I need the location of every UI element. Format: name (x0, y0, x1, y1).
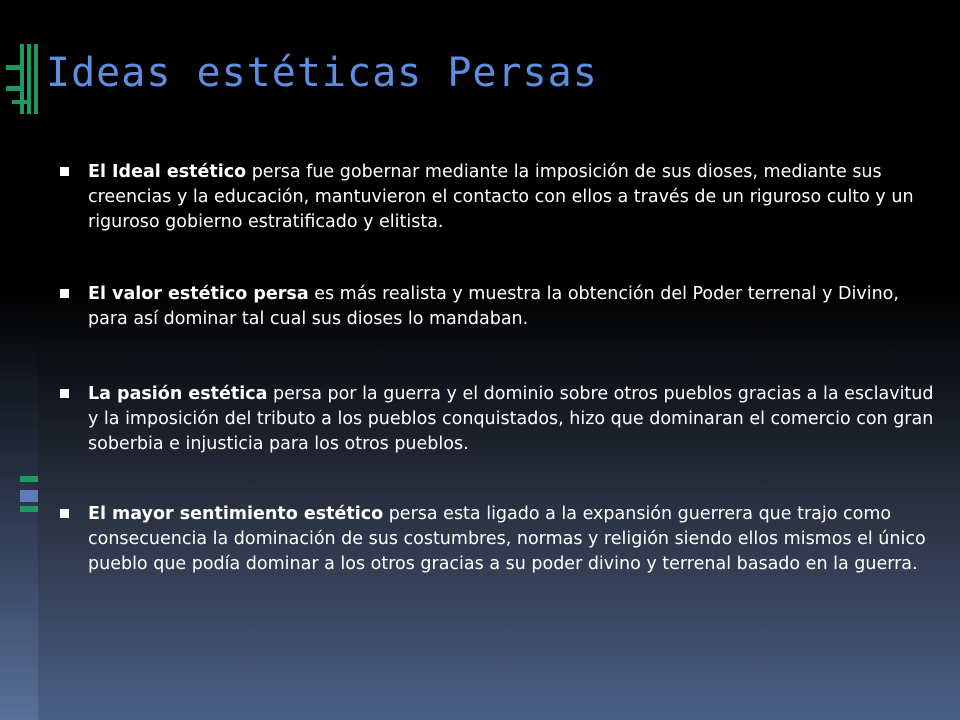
bullet-lead: La pasión estética (88, 384, 268, 404)
stripe (20, 490, 38, 502)
stripe (6, 65, 24, 70)
bullet-list (60, 160, 940, 624)
bullet-valor-estetico (60, 282, 940, 332)
stripe (20, 476, 38, 482)
bullet-text: es más realista y muestra la obtención del Poder terrenal y Divino, para así dominar tal cual sus dioses lo mandaban. (88, 284, 899, 329)
bullet-lead: El Ideal estético (88, 162, 247, 182)
left-decorative-bar (0, 0, 38, 720)
bullet-ideal-estetico (60, 160, 940, 235)
stripe (12, 100, 30, 104)
bullet-lead: El mayor sentimiento estético (88, 504, 384, 524)
bullet-text: persa esta ligado a la expansión guerrera que trajo como consecuencia la dominación de sus costumbres, normas y religión siendo ellos mismos el único pueblo que podía dominar a los otros gracias a su poder divino y terrenal basado en la guerra. (88, 504, 926, 574)
stripe (34, 44, 38, 114)
bullet-pasion-estetica (60, 382, 940, 457)
bullet-sentimiento-estetico (60, 502, 940, 577)
bullet-square-icon (60, 167, 69, 176)
bullet-lead: El valor estético persa (88, 284, 309, 304)
bullet-square-icon (60, 389, 69, 398)
bullet-square-icon (60, 289, 69, 298)
bullet-square-icon (60, 509, 69, 518)
bullet-text: persa por la guerra y el dominio sobre otros pueblos gracias a la esclavitud y la imposición del tributo a los pueblos conquistados, hizo que dominaran el comercio con gran soberbia e injusticia para los otros pueblos. (88, 384, 934, 454)
stripe (6, 86, 24, 91)
bullet-text: persa fue gobernar mediante la imposición de sus dioses, mediante sus creencias y la educación, mantuvieron el contacto con ellos a través de un riguroso culto y un riguroso gobierno estratificado y elitista. (88, 162, 914, 232)
stripe (20, 506, 38, 512)
slide-title: Ideas estéticas Persas (46, 50, 598, 96)
